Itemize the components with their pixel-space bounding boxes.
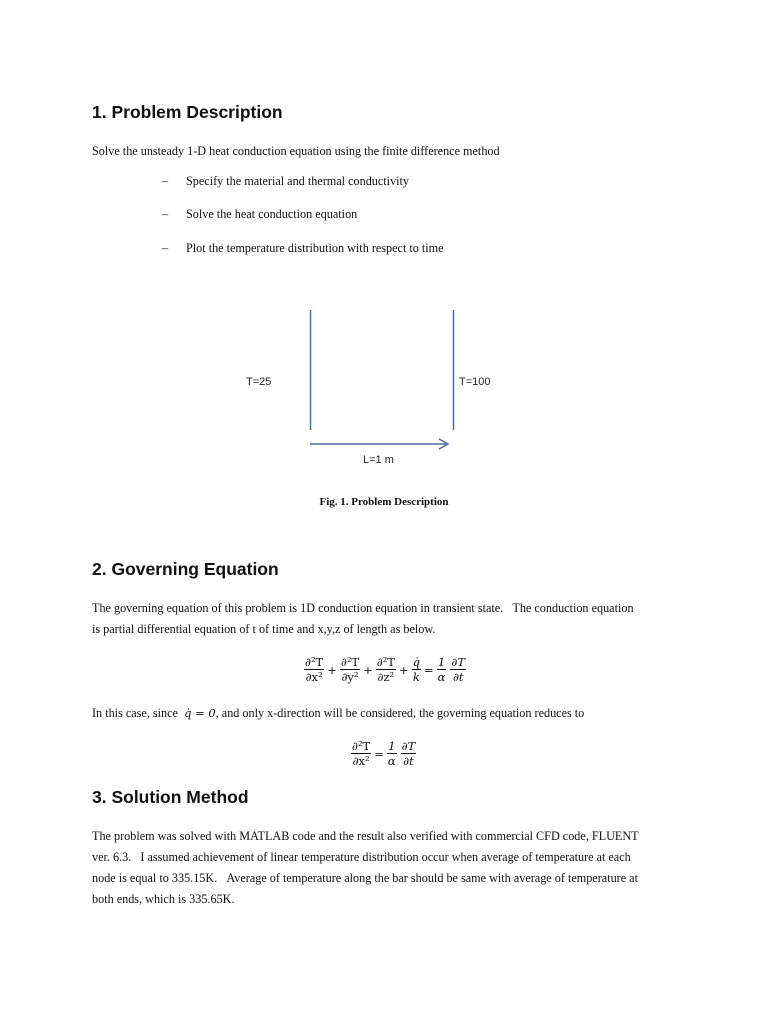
plus-sign: +	[398, 662, 409, 677]
denominator: ∂t	[403, 754, 414, 768]
section-1-heading: 1. Problem Description	[92, 102, 283, 122]
list-item: Specify the material and thermal conductivity	[186, 174, 410, 188]
fraction	[387, 739, 397, 768]
denominator: ∂x²	[305, 670, 323, 684]
section-3-line-1: The problem was solved with MATLAB code and the result also verified with commercial CFD code, FLUENT	[92, 829, 639, 843]
denominator: α	[437, 670, 446, 684]
section-2-paragraph-line-1: The governing equation of this problem is 1D conduction equation in transient state. The conduction equation	[92, 601, 634, 615]
case-text-before: In this case, since	[92, 706, 178, 720]
list-item: Solve the heat conduction equation	[186, 207, 358, 221]
bullet-dash: –	[162, 241, 169, 255]
bullet-dash: –	[162, 174, 169, 188]
fraction	[340, 655, 360, 684]
fraction	[376, 655, 396, 684]
denominator: α	[387, 754, 396, 768]
fraction	[351, 739, 371, 768]
numerator: ∂²T	[376, 655, 395, 669]
denominator: ∂y²	[341, 670, 359, 684]
equals-sign: =	[374, 746, 384, 761]
fraction	[412, 655, 421, 684]
case-sentence	[92, 703, 584, 724]
numerator: 1	[437, 655, 446, 669]
section-2-heading: 2. Governing Equation	[92, 559, 279, 579]
case-text-after: , and only x-direction will be considered, the governing equation reduces to	[215, 706, 585, 720]
left-temperature-label: T=25	[246, 376, 272, 388]
section-1-intro: Solve the unsteady 1-D heat conduction equation using the finite difference method	[92, 144, 500, 158]
fraction	[304, 655, 324, 684]
numerator: ∂²T	[340, 655, 360, 669]
plus-sign: +	[327, 662, 337, 677]
fraction	[450, 655, 466, 684]
fraction	[437, 655, 447, 684]
numerator: ∂T	[451, 655, 466, 669]
denominator: ∂z²	[377, 670, 395, 684]
numerator: ∂²T	[352, 739, 371, 753]
numerator: q̇	[412, 655, 420, 669]
fraction	[401, 739, 417, 768]
q-dot-zero: q̇ = 0	[184, 706, 216, 720]
figure-caption: Fig. 1. Problem Description	[319, 496, 449, 508]
section-3-line-3: node is equal to 335.15K. Average of temperature along the bar should be same with average of temperature at	[92, 871, 638, 885]
length-label: L=1 m	[363, 454, 394, 466]
plus-sign: +	[363, 662, 373, 677]
figure-diagram	[0, 305, 768, 475]
heat-equation-1d	[349, 739, 418, 768]
section-3-line-4: both ends, which is 335.65K.	[92, 892, 235, 906]
equals-sign: =	[424, 662, 434, 677]
section-3-line-2: ver. 6.3. I assumed achievement of linear temperature distribution occur when average of temperature at each	[92, 850, 631, 864]
heat-equation-3d	[302, 655, 468, 684]
denominator: ∂t	[452, 670, 464, 684]
denominator: k	[412, 670, 420, 684]
denominator: ∂x²	[352, 754, 370, 768]
numerator: ∂T	[401, 739, 416, 753]
bullet-dash: –	[162, 207, 169, 221]
right-temperature-label: T=100	[459, 376, 491, 388]
numerator: 1	[388, 739, 396, 753]
section-3-heading: 3. Solution Method	[92, 787, 249, 807]
section-2-paragraph-line-2: is partial differential equation of t of time and x,y,z of length as below.	[92, 622, 436, 636]
numerator: ∂²T	[305, 655, 324, 669]
list-item: Plot the temperature distribution with respect to time	[186, 241, 444, 255]
